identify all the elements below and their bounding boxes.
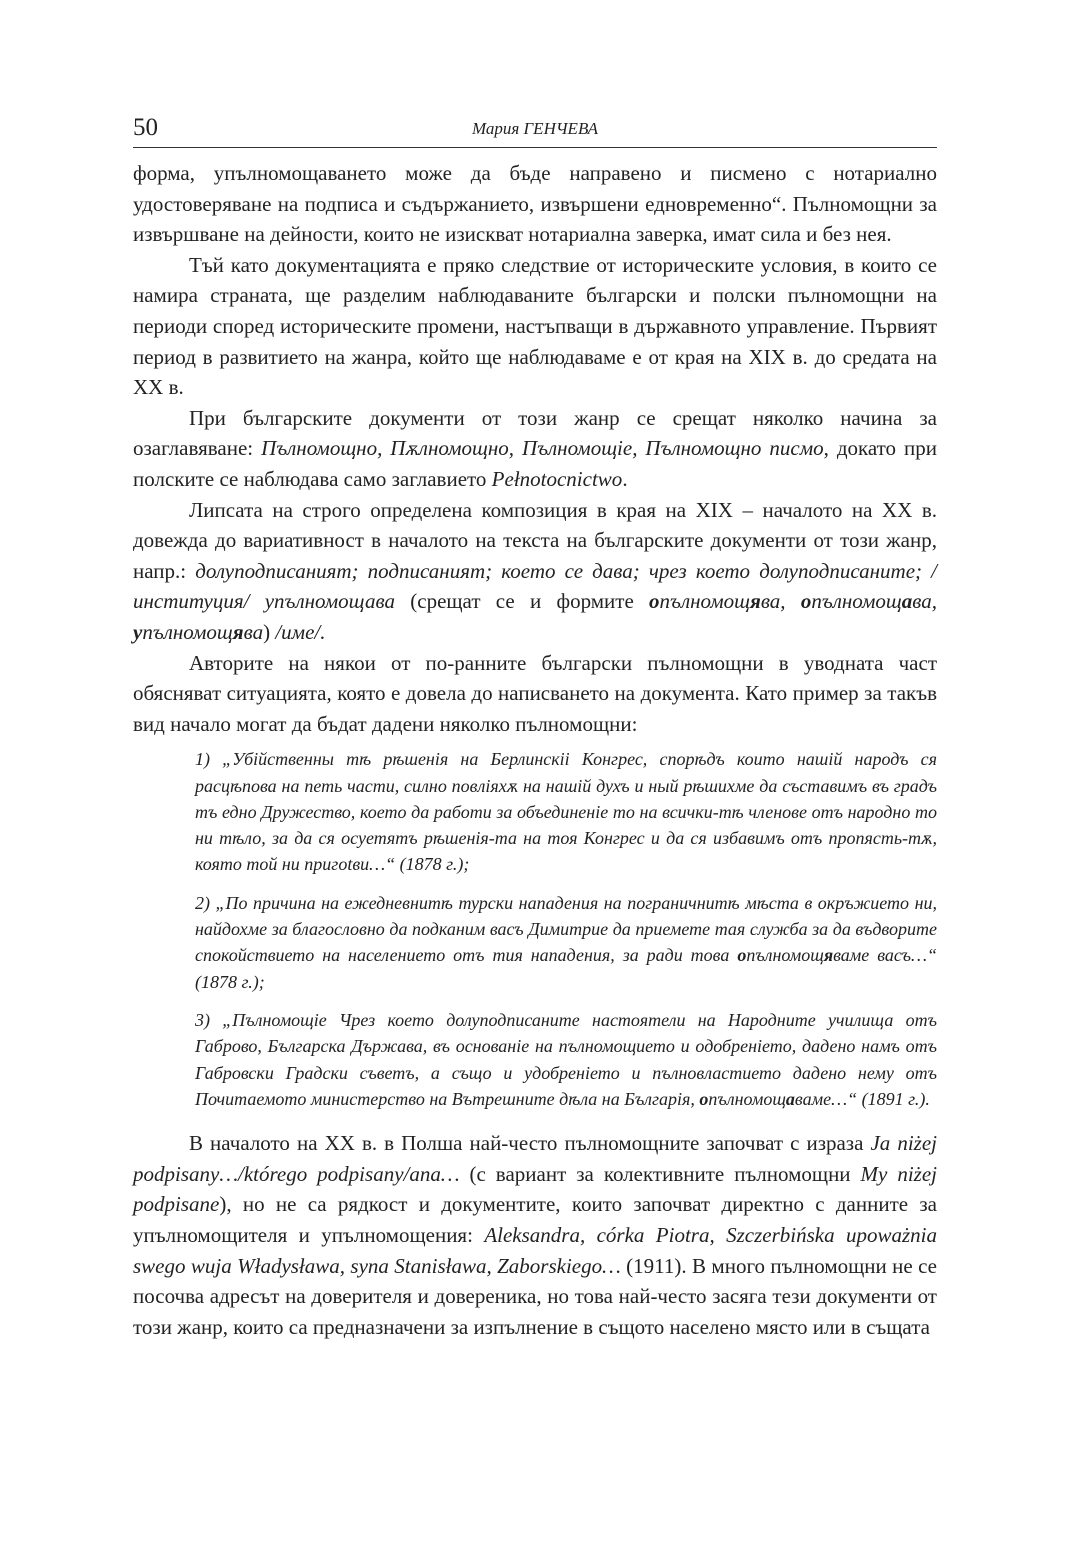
verb-form-1 <box>649 589 801 613</box>
paragraph-6 <box>133 1128 937 1342</box>
bold-letter: я <box>232 619 244 644</box>
bold-letter: а <box>785 1088 795 1109</box>
running-head-author: Мария ГЕНЧЕВА <box>471 119 599 138</box>
verb-form-2 <box>801 589 937 613</box>
italic-run: Ja niżej podpisany…/którego podpisany/ana… <box>133 1131 937 1186</box>
paragraph-4 <box>133 495 937 648</box>
text-run: 2) „По причина на ежедневнитѣ турски нападения на пограничнитѣ мѣста в окръжието ни, найдохме за благословно да подканим васъ Димитрие да приемете тая служба за да въдворите спокойствието на населението отъ тия нападения, за ради това <box>195 892 937 966</box>
verb-form-3 <box>133 620 263 644</box>
italic-run: Пълномощно, Пѫлномощно, Пълномощіе, Пълномощно писмо <box>261 436 824 461</box>
text-run: ваме…“ (1891 г.). <box>794 1088 930 1109</box>
bold-letter: о <box>699 1088 709 1109</box>
text-run: ва, <box>912 589 937 614</box>
text-run: ва <box>243 619 264 644</box>
text-run: (срещат се и формите <box>394 589 650 614</box>
quote-1: 1) „Убійственны тѣ рѣшенія на Берлинскіі Конгрес, спорѣдъ които нашій народъ ся расцѣпова на петь части, силно повліяхѫ на нашій духъ и ный рѣшихме да съставимъ въ градъ тъ едно Дружество, което да работи за объединеніе то на всички-тѣ членове отъ народно то ни тѣло, за да ся осуетятъ рѣшенія-та на тоя Конгрес и да ся избавимъ отъ пропясть-тѫ, която той ни пригotви…“ (1878 г.); <box>195 749 937 875</box>
bold-letter: о <box>649 589 660 614</box>
bold-letter: я <box>823 945 834 966</box>
page-number: 50 <box>133 114 158 141</box>
italic-run: My niżej podpisane <box>133 1161 938 1217</box>
bold-letter: у <box>133 619 143 644</box>
quote-3 <box>195 1007 937 1112</box>
bold-letter: о <box>800 589 812 614</box>
text-run: В началото на XX в. в Полша най-често пълномощните започват с израза <box>189 1131 871 1156</box>
text-run: пълномощ <box>746 945 824 966</box>
bold-letter: я <box>749 589 761 614</box>
italic-run: долуподписаният; подписаният; което се дава; чрез което долуподписаните; /институция/ упълномощава <box>133 558 938 614</box>
italic-run: /име/. <box>275 619 326 644</box>
text-run: (1911). В много пълномощни не се посочва адресът на доверителя и довереника, но това най-често засяга тези документи от този жанр, които са предназначени за изпълнение в същото населено място или в същата <box>133 1253 938 1339</box>
paragraph-1: форма, упълномощаването може да бъде направено и писмено с нотариално удостоверяване на подписа и съдържанието, извършени едновременно“. Пълномощни за извършване на дейности, които не изискват нотариална заверка, имат сила и без нея. <box>133 161 937 247</box>
bold-letter: о <box>737 945 747 966</box>
italic-run: Aleksandra, córka Piotra, Szczerbińska upoważnia swego wuja Władysława, syna Stanisława, Zaborskiego… <box>133 1222 937 1278</box>
text-run: ва, <box>760 589 801 614</box>
text-run: (с вариант за колективните пълномощни <box>459 1161 861 1186</box>
paragraph-3 <box>133 403 937 495</box>
text-run: ваме васъ…“ (1878 г.); <box>195 945 938 992</box>
body-text <box>133 158 937 1342</box>
text-run: ) <box>263 619 276 644</box>
bold-letter: а <box>901 589 913 614</box>
text-run: , докато при полските се наблюдава само заглавието <box>133 436 937 491</box>
text-run: ), но не са рядкост и документите, които започват директно с данните за упълномощителя и упълномощения: <box>133 1192 937 1247</box>
text-run: пълномощ <box>142 619 233 644</box>
text-run: . <box>622 466 628 491</box>
quote-2 <box>195 890 937 995</box>
text-run: пълномощ <box>659 589 750 614</box>
italic-run: Pełnotocnictwo <box>491 466 623 491</box>
text-run: Липсата на строго определена композиция в края на XIX – началото на XX в. довежда до вариативност в началото на текста на българските документи от този жанр, напр.: <box>133 497 937 583</box>
text-run: 3) „Пълномощіе Чрез което долуподписаните настоятели на Народните училища отъ Габрово, Българска Държава, въ основаніе на пълномощието и одобреніето, дадено намъ отъ Габровски Градски съветъ, а също и удобреніето и пълновластието дадено нему отъ Почитаемото министерство на Вътрешните дѣла на Българія, <box>195 1009 937 1109</box>
text-run: пълномощ <box>708 1088 786 1109</box>
quoted-examples <box>133 746 937 1112</box>
paragraph-2: Тъй като документацията е пряко следствие от историческите условия, в които се намира страната, ще разделим наблюдаваните български и полски пълномощни на периоди според историческите промени, настъпващи в държавното управление. Първият период в развитието на жанра, който ще наблюдаваме е от края на XIX в. до средата на XX в. <box>133 252 937 400</box>
page-header <box>133 113 937 148</box>
paragraph-5: Авторите на някои от по-ранните български пълномощни в уводната част обясняват ситуацията, която е довела до написването на документа. Като пример за такъв вид начало могат да бъдат дадени няколко пълномощни: <box>133 650 937 736</box>
text-run: пълномощ <box>811 589 902 614</box>
text-run: При българските документи от този жанр се срещат няколко начина за озаглавяване: <box>133 405 937 461</box>
